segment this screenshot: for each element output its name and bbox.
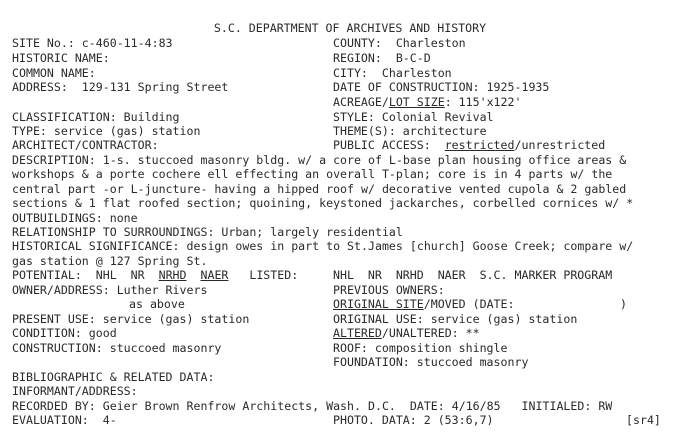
altered-underlined: ALTERED — [333, 326, 382, 340]
owner-address-line-2: as above — [129, 297, 185, 311]
owner-address: OWNER/ADDRESS: Luther Rivers — [12, 283, 208, 297]
type: TYPE: service (gas) station — [12, 124, 201, 138]
potential — [12, 268, 298, 282]
unaltered: /UNALTERED: ** — [381, 326, 480, 340]
historical-significance-line-1: HISTORICAL SIGNIFICANCE: design owes in part to St.James [church] Goose Creek; compare w/ — [12, 239, 634, 253]
informant-address: INFORMANT/ADDRESS: — [12, 384, 138, 398]
photo-data: PHOTO. DATA: 2 (53:6,7) — [333, 413, 494, 427]
classification: CLASSIFICATION: Building — [12, 110, 180, 124]
date-of-construction: DATE OF CONSTRUCTION: 1925-1935 — [333, 80, 550, 94]
foundation: FOUNDATION: stuccoed masonry — [333, 355, 529, 369]
evaluation: EVALUATION: 4- — [12, 413, 117, 427]
historical-significance-line-2: gas station @ 127 Spring St. — [12, 254, 208, 268]
construction: CONSTRUCTION: stuccoed masonry — [12, 341, 222, 355]
outbuildings: OUTBUILDINGS: none — [12, 211, 138, 225]
altered-unaltered — [333, 326, 480, 340]
original-use: ORIGINAL USE: service (gas) station — [333, 312, 578, 326]
site-number: SITE No.: c-460-11-4:83 — [12, 36, 173, 50]
public-access-prefix: PUBLIC ACCESS: — [333, 138, 445, 152]
description-line-2: workshops & a porte cochere ell effecting an overall T-plan; core is in 4 parts w/ the — [12, 167, 613, 181]
bibliographic-data: BIBLIOGRAPHIC & RELATED DATA: — [12, 370, 215, 384]
architect-contractor: ARCHITECT/CONTRACTOR: — [12, 138, 159, 152]
public-access — [333, 138, 605, 152]
condition: CONDITION: good — [12, 326, 117, 340]
common-name: COMMON NAME: — [12, 66, 96, 80]
recorded-by: RECORDED BY: Geier Brown Renfrow Architects, Wash. D.C. DATE: 4/16/85 INITIALED: RW — [12, 399, 613, 413]
roof: ROOF: composition shingle — [333, 341, 508, 355]
listed-options: NHL NR NRHD NAER S.C. MARKER PROGRAM — [333, 268, 613, 282]
lot-size-underlined: LOT SIZE — [388, 95, 445, 109]
listed-label: LISTED: — [228, 268, 299, 282]
previous-owners: PREVIOUS OWNERS: — [333, 283, 445, 297]
acreage-lot-size — [333, 95, 521, 109]
original-site-moved — [333, 297, 515, 311]
public-access-rest: /unrestricted — [514, 138, 606, 152]
sr-code: [sr4] — [626, 413, 661, 427]
relationship-to-surroundings: RELATIONSHIP TO SURROUNDINGS: Urban; largely residential — [12, 225, 403, 239]
county: COUNTY: Charleston — [333, 36, 466, 50]
original-site-underlined: ORIGINAL SITE — [333, 297, 424, 311]
description-line-1: DESCRIPTION: 1-s. stuccoed masonry bldg. w/ a core of L-base plan housing office areas & — [12, 153, 627, 167]
region: REGION: B-C-D — [333, 51, 431, 65]
potential-nrhd: NRHD — [158, 268, 187, 282]
description-line-3: central part -or L-juncture- having a hipped roof w/ decorative vented cupola & 2 gabled — [12, 182, 627, 196]
city: CITY: Charleston — [333, 66, 452, 80]
potential-spacer — [187, 268, 201, 282]
acreage-prefix: ACREAGE/ — [333, 95, 389, 109]
moved-date-close: ) — [620, 297, 627, 311]
historic-name: HISTORIC NAME: — [12, 51, 110, 65]
potential-prefix: POTENTIAL: NHL NR — [12, 268, 159, 282]
description-line-4: sections & 1 flat roofed section; quoining, keystoned jackarches, corbelled cornices w/ * — [12, 196, 634, 210]
present-use: PRESENT USE: service (gas) station — [12, 312, 250, 326]
themes: THEME(S): architecture — [333, 124, 487, 138]
potential-naer: NAER — [200, 268, 229, 282]
public-access-restricted: restricted — [444, 138, 515, 152]
moved-date: /MOVED (DATE: — [423, 297, 515, 311]
address: ADDRESS: 129-131 Spring Street — [12, 80, 229, 94]
acreage-value: : 115'x122' — [444, 95, 522, 109]
style: STYLE: Colonial Revival — [333, 110, 494, 124]
department-title: S.C. DEPARTMENT OF ARCHIVES AND HISTORY — [213, 21, 487, 35]
